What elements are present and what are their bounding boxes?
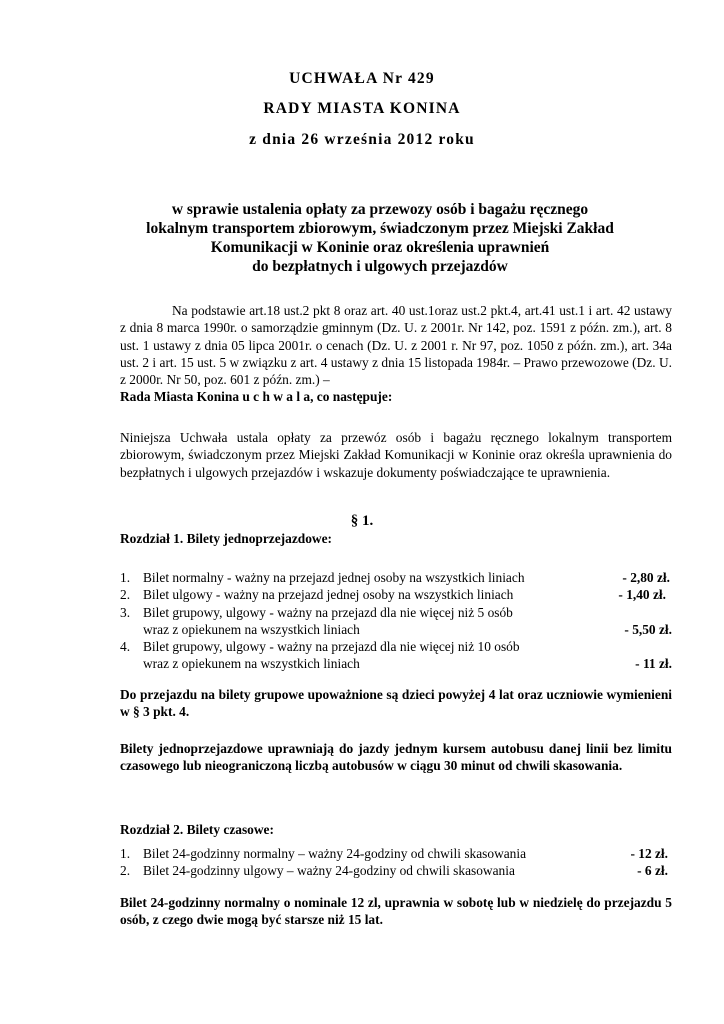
item-number: 3.	[120, 604, 131, 620]
item-text: Bilet 24-godzinny ulgowy – ważny 24-godziny od chwili skasowania	[143, 863, 515, 879]
resolution-date: z dnia 26 września 2012 roku	[249, 131, 475, 148]
item-text-continued: wraz z opiekunem na wszystkich liniach	[143, 621, 360, 637]
legal-basis-text: Na podstawie art.18 ust.2 pkt 8 oraz art. 40 ust.1oraz ust.2 pkt.4, art.41 ust.1 i art. 42 ustawy z dnia 8 marca 1990r. o samorządzie gminnym (Dz. U. z 2001r. Nr 142, poz. 1591 z późn. zm.), art. 8 ust. 1 ustawy z dnia 05 lipca 2001r. o cenach (Dz. U. z 2001 r. Nr 97, poz. 1050 z późn. zm.), art. 34a ust. 2 i art. 15 ust. 5 w związku z art. 4 ustawy z dnia 15 listopada 1984r. – Prawo przewozowe (Dz. U. z 2000r. Nr 50, poz. 601 z późn. zm.) –	[120, 303, 672, 388]
item-text: Bilet grupowy, ulgowy - ważny na przejazd dla nie więcej niż 10 osób	[143, 639, 520, 655]
list-item	[120, 569, 672, 586]
chapter-2-title: Rozdział 2. Bilety czasowe:	[120, 822, 274, 837]
item-number: 1.	[120, 846, 131, 861]
item-price: - 2,80 zł.	[622, 570, 670, 585]
time-ticket-list	[120, 845, 672, 880]
group-ticket-note: Do przejazdu na bilety grupowe upoważnione są dzieci powyżej 4 lat oraz uczniowie wymienieni w § 3 pkt. 4.	[120, 687, 672, 720]
item-number: 2.	[120, 587, 131, 603]
day-ticket-note: Bilet 24-godzinny normalny o nominale 12 zl, uprawnia w sobotę lub w niedzielę do przejazdu 5 osób, z czego dwie mogą być starsze niż 15 lat.	[120, 895, 672, 928]
subject-line: w sprawie ustalenia opłaty za przewozy osób i bagażu ręcznego	[171, 201, 589, 218]
subject-line: lokalnym transportem zbiorowym, świadczonym przez Miejski Zakład	[146, 220, 614, 237]
item-price: - 12 zł.	[630, 846, 668, 861]
item-text: Bilet normalny - ważny na przejazd jednej osoby na wszystkich liniach	[143, 570, 525, 585]
chapter-1-title: Rozdział 1. Bilety jednoprzejazdowe:	[120, 531, 332, 546]
intro-paragraph: Niniejsza Uchwała ustala opłaty za przewóz osób i bagażu ręcznego lokalnym transportem zbiorowym, świadczonym przez Miejski Zakład Komunikacji w Koninie oraz określa uprawnienia do bezpłatnych i ulgowych przejazdów i wskazuje dokumenty poświadczające te uprawnienia.	[120, 430, 672, 480]
list-item	[120, 845, 672, 862]
list-item	[120, 604, 672, 639]
subject-line: Komunikacji w Koninie oraz określenia uprawnień	[210, 239, 550, 256]
council-name: RADY MIASTA KONINA	[263, 100, 461, 117]
item-price: - 6 zł.	[637, 863, 668, 879]
item-number: 2.	[120, 863, 131, 879]
item-text: Bilet grupowy, ulgowy - ważny na przejazd dla nie więcej niż 5 osób	[143, 604, 513, 620]
resolution-clause: Rada Miasta Konina u c h w a l a, co następuje:	[120, 389, 393, 405]
item-number: 1.	[120, 570, 131, 585]
single-ticket-list	[120, 569, 672, 673]
list-item	[120, 862, 672, 879]
section-mark: § 1.	[350, 513, 374, 529]
resolution-title: UCHWAŁA Nr 429	[289, 70, 435, 87]
item-text: Bilet 24-godzinny normalny – ważny 24-godziny od chwili skasowania	[143, 846, 527, 861]
list-item	[120, 586, 672, 603]
item-price: - 1,40 zł.	[618, 587, 666, 603]
item-price: - 5,50 zł.	[624, 621, 672, 637]
legal-basis-paragraph	[120, 302, 672, 406]
subject-block	[100, 200, 660, 276]
list-item	[120, 638, 672, 673]
item-number: 4.	[120, 639, 131, 655]
item-text-continued: wraz z opiekunem na wszystkich liniach	[143, 656, 360, 672]
subject-line: do bezpłatnych i ulgowych przejazdów	[252, 258, 508, 275]
item-price: - 11 zł.	[635, 656, 672, 672]
single-ticket-note: Bilety jednoprzejazdowe uprawniają do jazdy jednym kursem autobusu danej linii bez limitu czasowego lub nieograniczoną liczbą autobusów w ciągu 30 minut od chwili skasowania.	[120, 741, 672, 774]
item-text: Bilet ulgowy - ważny na przejazd jednej osoby na wszystkich liniach	[143, 587, 514, 603]
